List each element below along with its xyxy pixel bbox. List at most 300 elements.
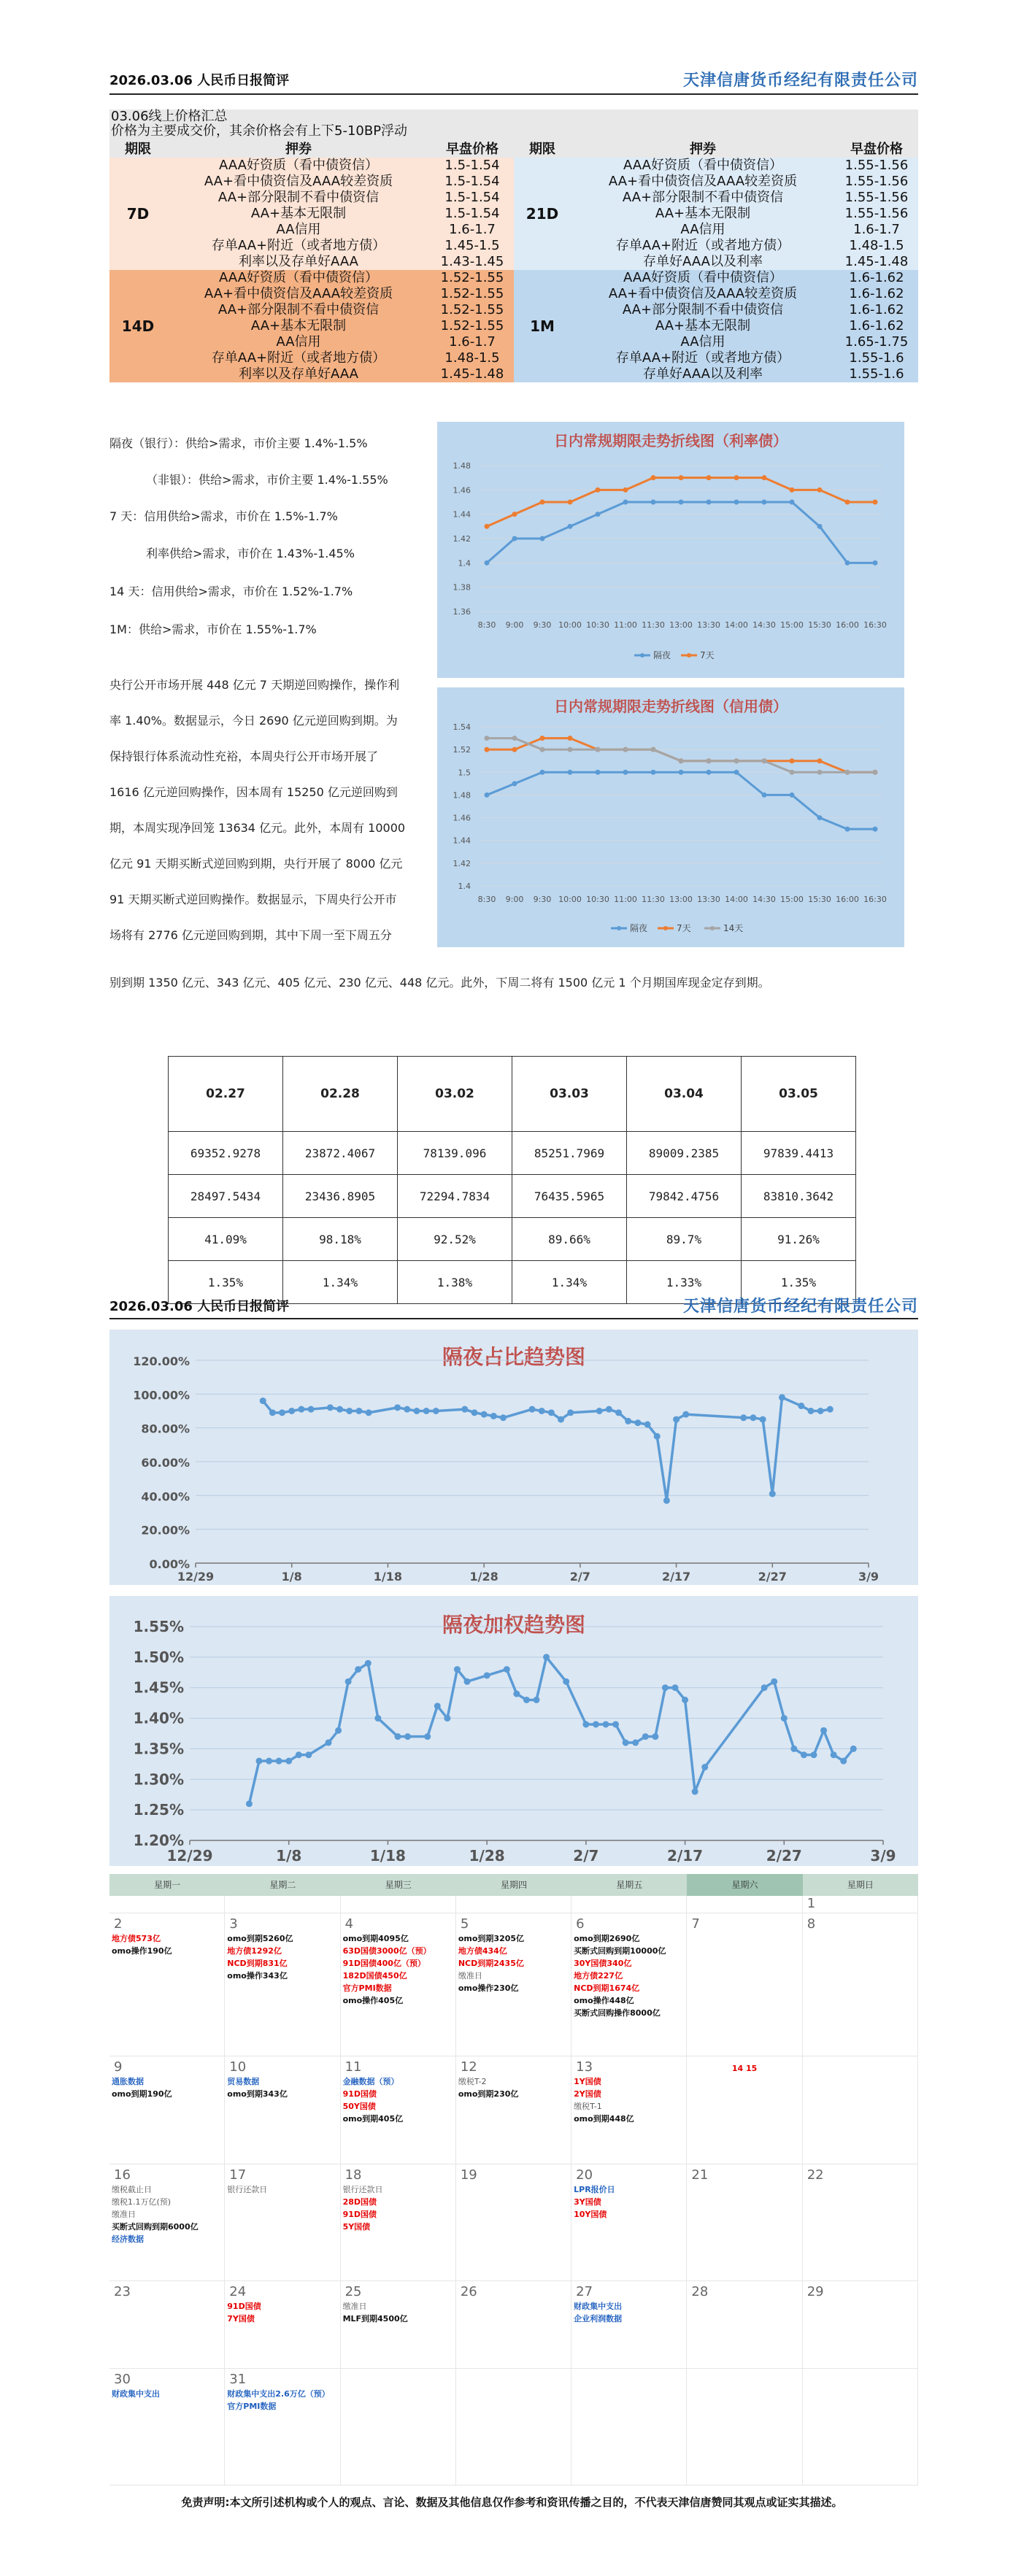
data-cell: 83810.3642	[742, 1175, 856, 1218]
event-calendar	[109, 1874, 918, 2486]
day-number: 28	[691, 2284, 709, 2299]
calendar-day	[571, 2281, 687, 2369]
collateral-cell: AA+部分限制不看中债资信	[571, 302, 835, 318]
calendar-day	[225, 2281, 340, 2369]
date-header: 02.27	[169, 1057, 283, 1132]
data-cell: 85251.7969	[512, 1132, 627, 1175]
calendar-day	[456, 2056, 571, 2164]
calendar-day	[687, 1896, 802, 1913]
data-point	[672, 1684, 679, 1691]
date-header: 03.05	[742, 1057, 856, 1132]
day-number: 13	[576, 2059, 593, 2075]
calendar-event: omo到期405亿	[342, 2114, 404, 2124]
calendar-event: 官方PMI数据	[227, 2402, 277, 2411]
overnight-weighted-chart	[109, 1596, 918, 1866]
data-point	[734, 770, 739, 775]
data-point	[651, 747, 656, 752]
calendar-event: 买断式回购操作8000亿	[574, 2008, 661, 2018]
data-point	[873, 770, 878, 775]
y-tick-label: 80.00%	[141, 1422, 190, 1436]
col-collateral-left: 押券	[166, 139, 431, 158]
x-tick-label: 3/9	[858, 1570, 879, 1584]
price-cell: 1.48-1.5	[835, 238, 918, 254]
price-cell: 1.6-1.62	[835, 318, 918, 334]
data-point	[625, 1418, 631, 1424]
day-number: 24	[229, 2284, 247, 2299]
calendar-day	[571, 2164, 687, 2281]
x-tick-label: 11:00	[614, 620, 637, 630]
calendar-week	[109, 2369, 918, 2486]
legend-label: 14天	[723, 923, 744, 933]
data-point	[484, 1672, 490, 1678]
calendar-day	[571, 1896, 687, 1913]
price-cell: 1.45-1.48	[431, 366, 514, 382]
data-point	[582, 1721, 589, 1727]
data-point	[634, 1419, 641, 1426]
chart-title: 日内常规期限走势折线图（信用债）	[554, 698, 788, 715]
calendar-day	[803, 2164, 918, 2281]
price-cell: 1.43-1.45	[431, 254, 514, 270]
calendar-event: NCD到期831亿	[227, 1959, 288, 1968]
overnight-share-chart	[109, 1330, 918, 1585]
data-point	[512, 747, 517, 752]
calendar-event: 91D国债	[342, 2089, 377, 2099]
data-cell: 1.34%	[283, 1261, 398, 1304]
calendar-event: 2Y国债	[574, 2089, 601, 2099]
day-number: 25	[344, 2284, 362, 2299]
collateral-cell: AA+看中债资信及AAA较差资质	[571, 174, 835, 190]
y-tick-label: 1.5	[458, 768, 471, 778]
data-point	[260, 1397, 266, 1404]
data-point	[790, 500, 795, 505]
data-point	[679, 770, 684, 775]
calendar-event: NCD到期1674亿	[574, 1983, 640, 1993]
calendar-day	[456, 2369, 571, 2486]
data-cell: 76435.5965	[512, 1175, 627, 1218]
data-point	[345, 1678, 352, 1685]
y-tick-label: 1.4	[458, 558, 471, 568]
x-tick-label: 1/8	[281, 1570, 302, 1584]
data-point	[734, 500, 739, 505]
data-point	[433, 1408, 439, 1414]
data-point	[707, 475, 712, 480]
calendar-event: 50Y国债	[342, 2102, 376, 2111]
data-point	[811, 1751, 817, 1758]
price-cell: 1.45-1.48	[835, 254, 918, 270]
data-cell: 1.35%	[169, 1261, 283, 1304]
price-cell: 1.52-1.55	[431, 302, 514, 318]
data-point	[596, 487, 601, 493]
collateral-cell: AA+基本无限制	[166, 318, 431, 334]
data-point	[873, 560, 878, 566]
data-point	[615, 1409, 622, 1416]
data-point	[424, 1733, 431, 1740]
data-cell: 89.66%	[512, 1218, 627, 1261]
day-number: 29	[807, 2284, 824, 2299]
x-tick-label: 10:30	[586, 895, 609, 904]
day-number: 1	[807, 1896, 816, 1911]
data-point	[623, 770, 628, 775]
header-divider	[109, 93, 918, 95]
data-point	[798, 1403, 804, 1409]
x-tick-label: 1/18	[373, 1570, 403, 1584]
data-point	[568, 500, 573, 505]
data-point	[623, 747, 628, 752]
price-row	[109, 270, 918, 286]
x-tick-label: 1/28	[469, 1570, 498, 1584]
x-tick-label: 12/29	[177, 1570, 215, 1584]
calendar-event: 91D国债	[227, 2302, 261, 2311]
data-point	[366, 1409, 372, 1416]
data-point	[734, 758, 739, 763]
col-term-left: 期限	[109, 139, 166, 158]
data-point	[596, 747, 601, 752]
day-number: 21	[691, 2167, 709, 2183]
data-point	[850, 1746, 857, 1752]
y-tick-label: 1.46	[453, 485, 471, 495]
day-number: 27	[576, 2284, 593, 2299]
day-number: 6	[576, 1916, 585, 1932]
calendar-day	[803, 1913, 918, 2056]
price-cell: 1.55-1.56	[835, 206, 918, 222]
data-point	[790, 1746, 797, 1752]
series-line	[487, 772, 875, 829]
calendar-weekday-header	[109, 1874, 918, 1896]
calendar-event: 地方债573亿	[112, 1934, 161, 1943]
term-cell: 14D	[109, 270, 166, 382]
calendar-event: NCD到期2435亿	[458, 1959, 524, 1968]
calendar-day	[341, 2056, 456, 2164]
data-point	[513, 1691, 520, 1697]
x-tick-label: 9:00	[505, 895, 524, 904]
data-point	[760, 1416, 766, 1423]
x-tick-label: 11:30	[642, 620, 665, 630]
x-tick-label: 2/27	[766, 1847, 802, 1864]
data-point	[568, 524, 573, 529]
day-number: 19	[460, 2167, 477, 2183]
data-point	[692, 1789, 698, 1795]
price-cell: 1.55-1.56	[835, 158, 918, 174]
data-point	[454, 1666, 461, 1673]
legend-marker	[687, 653, 691, 658]
data-point	[820, 1727, 827, 1734]
collateral-cell: 存单AA+附近（或者地方债）	[166, 238, 431, 254]
collateral-cell: AA+部分限制不看中债资信	[166, 302, 431, 318]
calendar-day	[109, 2164, 225, 2281]
overnight-stats-table	[168, 1056, 856, 1304]
series-line	[487, 502, 875, 563]
data-point	[374, 1715, 381, 1721]
collateral-cell: 存单好AAA以及利率	[571, 254, 835, 270]
calendar-event: 缴准日	[342, 2302, 367, 2311]
x-tick-label: 15:00	[780, 620, 804, 630]
report-date-2: 2026.03.06 人民币日报简评	[109, 1299, 290, 1314]
day-number: 11	[344, 2059, 362, 2075]
calendar-event: 财政集中支出2.6万亿（预）	[227, 2389, 330, 2399]
data-point	[563, 1678, 569, 1685]
data-cell: 79842.4756	[627, 1175, 742, 1218]
data-point	[568, 736, 573, 741]
calendar-event: omo到期230亿	[458, 2089, 519, 2099]
data-point	[662, 1684, 669, 1691]
calendar-event: 10Y国债	[574, 2210, 607, 2219]
x-tick-label: 13:30	[697, 620, 720, 630]
series-line	[487, 739, 875, 773]
day-number: 31	[229, 2372, 247, 2387]
collateral-cell: AA信用	[571, 334, 835, 350]
commentary-line: 率 1.40%。数据显示，今日 2690 亿元逆回购到期。为	[109, 714, 398, 728]
data-point	[269, 1409, 276, 1416]
x-tick-label: 2/27	[758, 1570, 787, 1584]
calendar-day	[571, 2056, 687, 2164]
data-point	[840, 1758, 847, 1765]
data-cell: 1.35%	[742, 1261, 856, 1304]
calendar-event: 地方债227亿	[574, 1971, 623, 1981]
data-point	[596, 512, 601, 517]
data-point	[512, 512, 517, 517]
calendar-day	[456, 2164, 571, 2281]
term-cell: 21D	[514, 158, 571, 270]
data-point	[500, 1414, 507, 1421]
collateral-cell: AA信用	[166, 334, 431, 350]
data-cell: 1.38%	[398, 1261, 512, 1304]
data-point	[568, 747, 573, 752]
data-point	[485, 747, 490, 752]
company-name-2: 天津信唐货币经纪有限责任公司	[683, 1297, 919, 1316]
calendar-event: omo到期343亿	[227, 2089, 288, 2099]
data-point	[481, 1411, 488, 1418]
price-cell: 1.55-1.6	[835, 350, 918, 366]
collateral-cell: 存单AA+附近（或者地方债）	[571, 238, 835, 254]
data-point	[734, 475, 739, 480]
price-cell: 1.5-1.54	[431, 206, 514, 222]
calendar-event: 5Y国债	[342, 2222, 371, 2232]
data-point	[404, 1406, 410, 1413]
data-cell: 28497.5434	[169, 1175, 283, 1218]
calendar-event: 缴税T-1	[574, 2102, 602, 2111]
disclaimer: 免责声明:本文所引述机构或个人的观点、言论、数据及其他信息仅作参考和资讯传播之目的，不代表天津信唐赞同其观点或证实其描述。	[181, 2496, 843, 2509]
calendar-day	[456, 1896, 571, 1913]
data-point	[679, 758, 684, 763]
price-cell: 1.6-1.62	[835, 286, 918, 302]
data-point	[845, 827, 850, 832]
day-number: 16	[114, 2167, 131, 2183]
calendar-week	[109, 2164, 918, 2281]
day-number: 17	[229, 2167, 247, 2183]
comment-7d-rate: 利率供给>需求，市价在 1.43%-1.45%	[146, 547, 355, 560]
commentary-line: 91 天期买断式逆回购操作。数据显示，下周央行公开市	[109, 892, 397, 906]
data-cell: 97839.4413	[742, 1132, 856, 1175]
data-point	[831, 1751, 837, 1758]
commentary-line: 央行公开市场开展 448 亿元 7 天期逆回购操作，操作利	[109, 678, 400, 692]
series-line	[487, 739, 875, 773]
x-tick-label: 10:30	[586, 620, 609, 630]
data-point	[308, 1406, 315, 1413]
data-point	[539, 1408, 545, 1414]
data-point	[817, 770, 823, 775]
data-point	[873, 500, 878, 505]
data-point	[558, 1416, 564, 1423]
x-tick-label: 10:00	[558, 895, 582, 904]
day-number: 23	[114, 2284, 131, 2299]
commentary-line: 1616 亿元逆回购操作，因本周有 15250 亿元逆回购到	[109, 785, 398, 799]
calendar-event: omo操作230亿	[458, 1983, 519, 1993]
weekday-label: 星期四	[500, 1880, 527, 1890]
calendar-event: 地方债1292亿	[227, 1946, 282, 1956]
data-point	[336, 1406, 343, 1413]
data-cell: 1.34%	[512, 1261, 627, 1304]
x-tick-label: 16:30	[863, 620, 887, 630]
y-tick-label: 1.44	[453, 509, 471, 520]
calendar-event: 91D国债400亿（预）	[342, 1959, 426, 1968]
comment-overnight-nonbank: （非银）：供给>需求，市价主要 1.4%-1.55%	[146, 473, 388, 487]
day-number: 2	[114, 1916, 123, 1932]
data-point	[845, 770, 850, 775]
data-point	[779, 1394, 785, 1400]
price-grid	[109, 139, 918, 382]
x-tick-label: 16:00	[836, 895, 859, 904]
legend-label: 7天	[677, 923, 691, 933]
calendar-event: 财政集中支出	[574, 2302, 623, 2311]
data-point	[305, 1751, 312, 1758]
data-point	[761, 1684, 768, 1691]
x-tick-label: 9:30	[533, 620, 552, 630]
data-point	[276, 1758, 282, 1765]
calendar-day	[341, 1896, 456, 1913]
data-point	[327, 1404, 334, 1411]
weekday-label: 星期三	[385, 1880, 412, 1890]
x-tick-label: 2/7	[569, 1570, 590, 1584]
data-point	[612, 1721, 619, 1727]
calendar-event: omo到期4095亿	[342, 1934, 409, 1943]
price-summary-table	[109, 109, 918, 406]
data-point	[326, 1740, 332, 1746]
collateral-cell: AA+基本无限制	[571, 206, 835, 222]
price-cell: 1.52-1.55	[431, 270, 514, 286]
term-cell: 1M	[514, 270, 571, 382]
calendar-day	[109, 1913, 225, 2056]
calendar-week	[109, 1896, 918, 1913]
calendar-event: omo到期3205亿	[458, 1934, 525, 1943]
data-point	[296, 1751, 302, 1758]
commentary-line: 期，本周实现净回笼 13634 亿元。此外，本周有 10000	[109, 821, 406, 835]
y-tick-label: 1.50%	[133, 1648, 184, 1666]
y-tick-label: 1.40%	[133, 1709, 184, 1727]
data-cell: 92.52%	[398, 1218, 512, 1261]
x-tick-label: 8:30	[477, 895, 496, 904]
data-point	[423, 1408, 430, 1414]
y-tick-label: 1.46	[453, 813, 471, 823]
weekday-label: 星期二	[269, 1880, 296, 1890]
calendar-event: omo操作343亿	[227, 1971, 288, 1981]
price-table-note: 价格为主要成交价，其余价格会有上下5-10BP浮动	[109, 124, 918, 139]
report-date: 2026.03.06 人民币日报简评	[109, 73, 290, 88]
col-price-left: 早盘价格	[431, 139, 514, 158]
x-tick-label: 11:30	[642, 895, 665, 904]
x-tick-label: 16:00	[836, 620, 859, 630]
collateral-cell: 利率以及存单好AAA	[166, 366, 431, 382]
calendar-event: 91D国债	[342, 2210, 377, 2219]
weekday-label: 星期日	[847, 1880, 874, 1890]
calendar-week	[109, 2056, 918, 2164]
calendar-event: omo操作190亿	[112, 1946, 172, 1956]
collateral-cell: AA+基本无限制	[571, 318, 835, 334]
data-point	[365, 1660, 372, 1667]
calendar-event: 28D国债	[342, 2197, 377, 2207]
calendar-day	[225, 2056, 340, 2164]
y-tick-label: 40.00%	[141, 1489, 190, 1504]
data-cell: 78139.096	[398, 1132, 512, 1175]
data-point	[845, 500, 850, 505]
data-point	[762, 793, 767, 798]
data-point	[682, 1697, 688, 1703]
data-point	[540, 500, 545, 505]
data-point	[642, 1733, 649, 1740]
data-point	[512, 781, 517, 786]
price-cell: 1.5-1.54	[431, 158, 514, 174]
col-term-right: 期限	[514, 139, 571, 158]
calendar-event: 缴税1.1万亿(预)	[112, 2197, 172, 2207]
legend-label: 隔夜	[630, 923, 648, 933]
x-tick-label: 14:30	[752, 620, 776, 630]
comment-7d-credit: 7 天：信用供给>需求，市价在 1.5%-1.7%	[109, 509, 338, 523]
data-point	[593, 1721, 599, 1727]
data-point	[701, 1764, 708, 1770]
legend-marker	[710, 926, 715, 930]
calendar-event: 买断式回购到期6000亿	[112, 2222, 199, 2232]
date-header: 03.03	[512, 1057, 627, 1132]
data-point	[596, 1408, 603, 1414]
data-point	[781, 1715, 788, 1721]
y-tick-label: 1.54	[453, 722, 471, 732]
x-tick-label: 10:00	[558, 620, 582, 630]
chart-title: 隔夜加权趋势图	[442, 1613, 585, 1637]
day-number: 26	[460, 2284, 477, 2299]
calendar-day	[225, 2369, 340, 2486]
price-cell: 1.52-1.55	[431, 286, 514, 302]
calendar-event: 3Y国债	[574, 2197, 601, 2207]
calendar-day	[109, 2281, 225, 2369]
y-tick-label: 1.45%	[133, 1678, 184, 1697]
calendar-day	[341, 1913, 456, 2056]
data-point	[485, 736, 490, 741]
data-point	[817, 524, 823, 529]
calendar-event: 63D国债3000亿（预）	[342, 1946, 431, 1956]
calendar-day	[571, 2369, 687, 2486]
data-point	[471, 1409, 477, 1416]
price-cell: 1.55-1.56	[835, 174, 918, 190]
x-tick-label: 12/29	[166, 1847, 213, 1864]
date-header: 02.28	[283, 1057, 398, 1132]
data-point	[548, 1409, 555, 1416]
data-point	[540, 536, 545, 541]
collateral-cell: AAA好资质（看中债资信）	[571, 158, 835, 174]
calendar-day	[225, 1913, 340, 2056]
x-tick-label: 8:30	[477, 620, 496, 630]
calendar-event: omo操作405亿	[342, 1996, 404, 2005]
data-cell: 1.33%	[627, 1261, 742, 1304]
collateral-cell: AAA好资质（看中债资信）	[571, 270, 835, 286]
legend-marker	[663, 926, 668, 930]
data-point	[568, 770, 573, 775]
calendar-week	[109, 1913, 918, 2056]
y-tick-label: 1.44	[453, 836, 471, 846]
x-tick-label: 15:30	[808, 895, 831, 904]
calendar-event: omo到期190亿	[112, 2089, 172, 2099]
calendar-week	[109, 2281, 918, 2369]
y-tick-label: 1.20%	[133, 1832, 184, 1849]
data-point	[827, 1406, 834, 1413]
